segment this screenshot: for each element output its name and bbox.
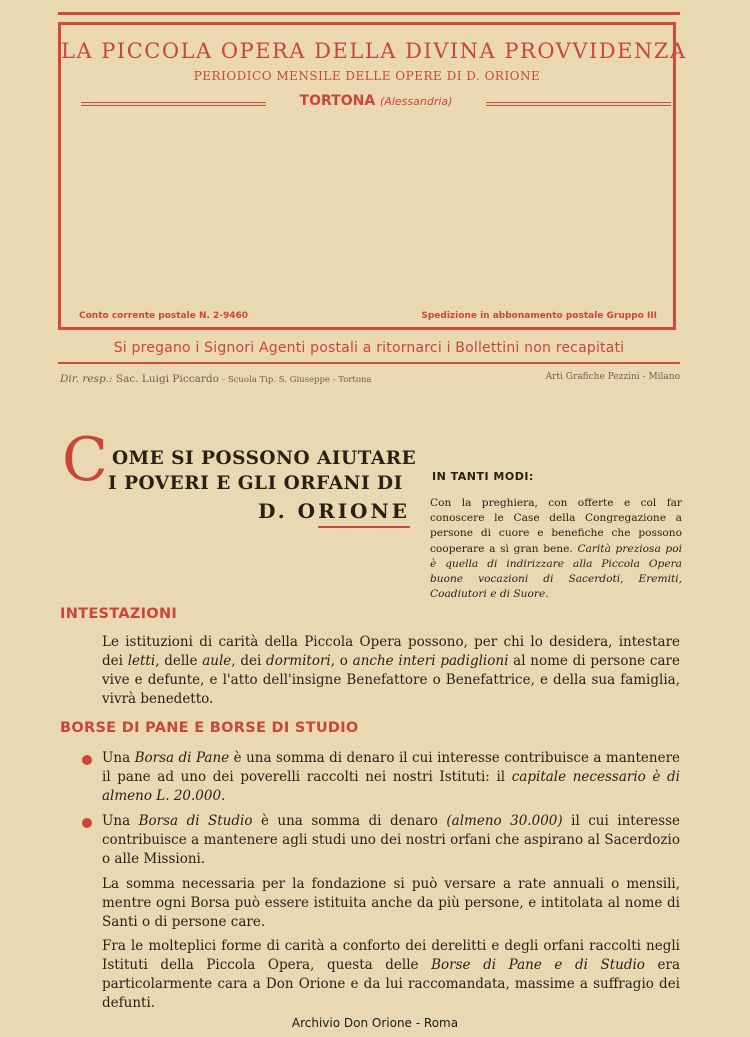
bullet-icon [82,755,92,765]
borsa-studio-paragraph: Una Borsa di Studio è una somma di denaro (almeno 30.000) il cui interesse contribuisce a mantenere agli studi uno dei nostri orfani che aspirano al Sacerdozio o alle Missioni. [102,813,681,867]
credits-line [60,373,372,385]
side-heading: IN TANTI MODI: [432,470,534,483]
title-underline [318,526,410,528]
printer-tortona: - Scuola Tip. S. Giuseppe - Tortona [222,375,372,385]
don-orione-paragraph: Fra le molteplici forme di carità a conforto dei derelitti e degli orfani raccolti negli Istituti della Piccola Opera, questa delle Borse di Pane e di Studio era particolarmente cara a Don Orione e da lui raccomandata, massime a suffragio dei defunti. [102,938,681,1011]
side-text-italic: Carità preziosa poi è quella di indirizzare alla Piccola Opera buone vocazioni di Sacerdoti, Eremiti, Coadiutori e di Suore. [430,542,682,601]
city-row [81,93,671,113]
bullet-icon [82,818,92,828]
section-heading-intestazioni: INTESTAZIONI [60,606,178,622]
city: TORTONA [299,93,376,109]
drop-cap: C [62,425,108,495]
article-title-line2: I POVERI E GLI ORFANI DI [108,473,403,494]
article-title-line1: OME SI POSSONO AIUTARE [112,448,417,469]
postal-notice: Si pregano i Signori Agenti postali a ritornarci i Bollettini non recapitati [113,340,625,356]
side-text: Con la preghiera, con offerte e col far conoscere le Case della Congregazione a persone di cuore e benefiche che possono cooperare a sì gran bene. [430,497,682,555]
archive-watermark: Archivio Don Orione - Roma [291,1016,459,1030]
province: (Alessandria) [380,95,453,108]
article-title-line3: D. ORIONE [258,499,410,523]
dir-label: Dir. resp.: [60,373,113,385]
dir-name: Sac. Luigi Piccardo [115,373,219,385]
section-heading-borse: BORSE DI PANE E BORSE DI STUDIO [60,720,359,736]
fondazione-paragraph: La somma necessaria per la fondazione si può versare a rate annuali o mensili, mentre ogni Borsa può essere istituita anche da più persone, e intitolata al nome di Santi o di persone care. [102,876,680,930]
mailing-header-box [58,22,687,330]
postal-account: Conto corrente postale N. 2-9460 [79,311,249,321]
postal-shipping: Spedizione in abbonamento postale Gruppo III [421,311,657,321]
top-rule [58,12,680,15]
printer-milano: Arti Grafiche Pezzini - Milano [545,372,680,382]
notice-rule [58,362,680,364]
publication-title: LA PICCOLA OPERA DELLA DIVINA PROVVIDENZA [61,39,687,63]
intestazioni-paragraph: Le istituzioni di carità della Piccola Opera possono, per chi lo desidera, intestare dei letti, delle aule, dei dormitori, o anche interi padiglioni al nome di persone care vive e defunte, e l'atto dell'insigne Benefattore o Benefattrice, e della sua famiglia, vivrà benedetto. [102,634,681,707]
publication-subtitle: PERIODICO MENSILE DELLE OPERE DI D. ORIONE [193,69,541,83]
side-box [430,496,682,602]
borsa-pane-paragraph: Una Borsa di Pane è una somma di denaro il cui interesse contribuisce a mantenere il pane ad uno dei poverelli raccolti nei nostri Istituti: il capitale necessario è di almeno L. 20.000. [102,750,681,804]
